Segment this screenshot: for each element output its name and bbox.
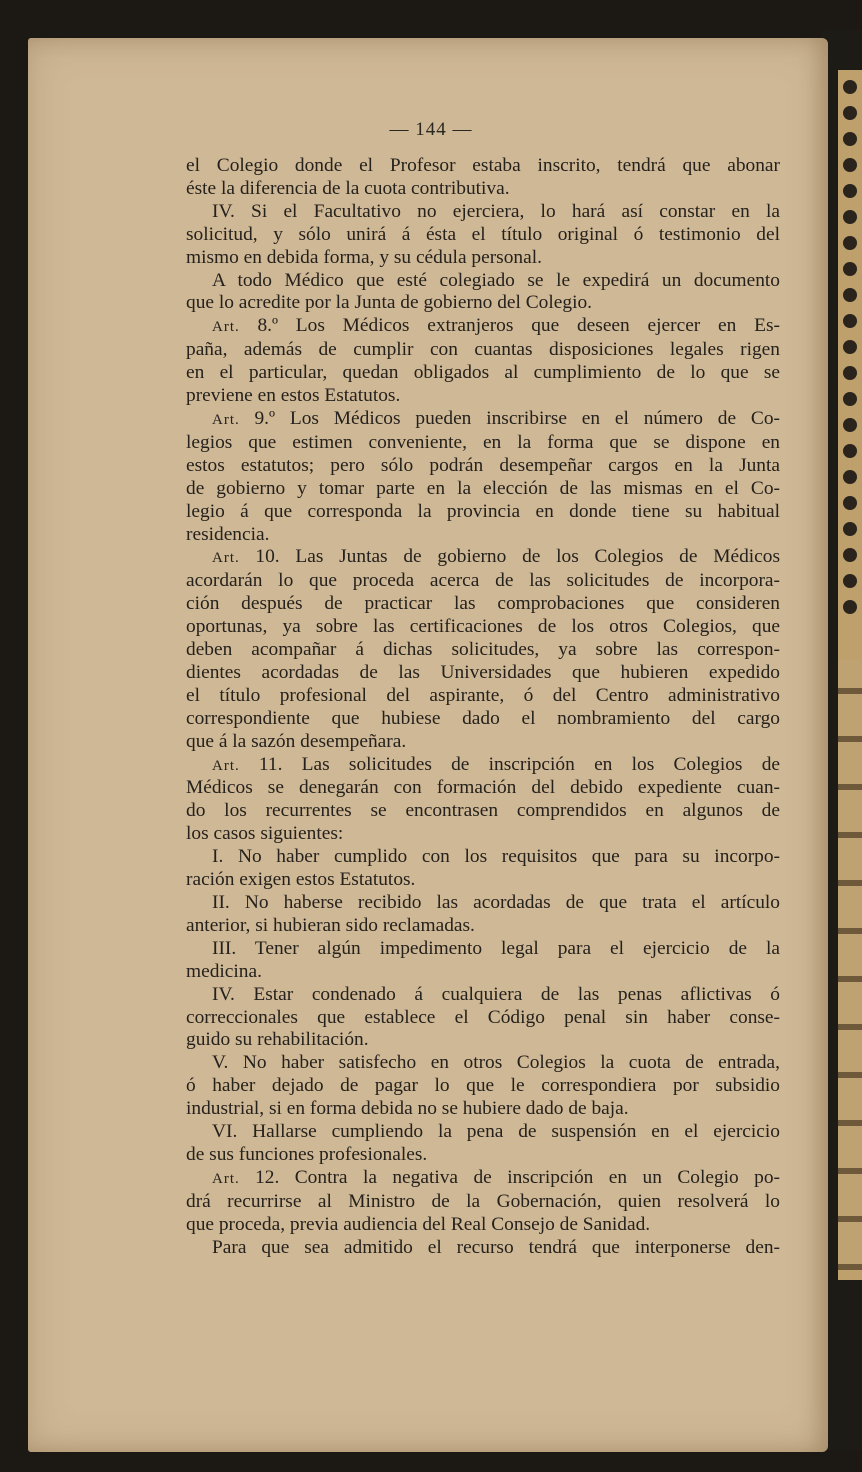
text-line — [186, 869, 780, 892]
text-line — [186, 524, 780, 547]
text-line — [186, 408, 780, 432]
line-text: en el particular, quedan obligados al cumplimiento de lo que se — [186, 362, 780, 384]
text-line — [186, 155, 780, 178]
text-line — [186, 846, 780, 869]
text-line — [186, 501, 780, 524]
text-line — [186, 938, 780, 961]
line-text: IV. Estar condenado á cualquiera de las penas aflictivas ó — [212, 983, 780, 1005]
text-line — [186, 1214, 780, 1237]
line-text: Para que sea admitido el recurso tendrá que interponerse den- — [212, 1236, 780, 1258]
line-text: legios que estimen conveniente, en la forma que se dispone en — [186, 431, 780, 453]
line-text: deben acompañar á dichas solicitudes, ya sobre las correspon- — [186, 639, 780, 661]
text-line — [186, 915, 780, 938]
text-line — [186, 823, 780, 846]
line-text: ración exigen estos Estatutos. — [186, 869, 416, 891]
line-text: industrial, si en forma debida no se hubiere dado de baja. — [186, 1098, 629, 1120]
text-line — [186, 685, 780, 708]
text-line — [186, 1075, 780, 1098]
line-text: Médicos se denegarán con formación del debido expediente cuan- — [186, 777, 780, 799]
line-text: 9.º Los Médicos pueden inscribirse en el número de Co- — [254, 407, 781, 429]
line-text: 11. Las solicitudes de inscripción en los Colegios de — [258, 753, 780, 775]
text-line — [186, 1144, 780, 1167]
article-label: Art. — [212, 319, 258, 336]
line-text: II. No haberse recibido las acordadas de que trata el artículo — [212, 892, 780, 913]
line-text: ción después de practicar las comprobaciones que consideren — [186, 593, 780, 615]
line-text: medicina. — [186, 960, 262, 982]
line-text: A todo Médico que esté colegiado se le expedirá un documento — [212, 269, 780, 291]
line-text: que proceda, previa audiencia del Real Consejo de Sanidad. — [186, 1213, 651, 1235]
text-line — [186, 593, 780, 616]
line-text: ó haber dejado de pagar lo que le correspondiera por subsidio — [186, 1075, 780, 1097]
spine-ornament — [838, 660, 862, 1270]
line-text: IV. Si el Facultativo no ejerciera, lo hará así constar en la — [212, 200, 780, 222]
text-line — [186, 339, 780, 362]
line-text: V. No haber satisfecho en otros Colegios la cuota de entrada, — [212, 1052, 780, 1074]
line-text: el Colegio donde el Profesor estaba inscrito, tendrá que abonar — [186, 155, 780, 176]
line-text: mismo en debida forma, y su cédula personal. — [186, 246, 542, 268]
text-line — [186, 961, 780, 984]
text-line — [186, 1052, 780, 1075]
text-line — [186, 1191, 780, 1214]
spine-dot-pattern — [841, 80, 859, 626]
text-line — [186, 247, 780, 270]
text-line — [186, 777, 780, 800]
text-line — [186, 546, 780, 570]
text-line — [186, 1121, 780, 1144]
line-text: 12. Contra la negativa de inscripción en un Colegio po- — [255, 1166, 780, 1188]
text-line — [186, 455, 780, 478]
text-line — [186, 201, 780, 224]
text-line — [186, 731, 780, 754]
article-label: Art. — [212, 757, 259, 774]
text-line — [186, 892, 780, 915]
text-line — [186, 224, 780, 247]
article-label: Art. — [212, 550, 256, 567]
line-text: los casos siguientes: — [186, 823, 344, 845]
text-line — [186, 639, 780, 662]
text-line — [186, 1167, 780, 1191]
text-line — [186, 1098, 780, 1121]
line-text: de gobierno y tomar parte en la elección de las mismas en el Co- — [186, 477, 780, 499]
line-text: estos estatutos; pero sólo podrán desempeñar cargos en la Junta — [186, 454, 780, 476]
article-label: Art. — [212, 411, 255, 428]
line-text: residencia. — [186, 523, 270, 545]
line-text: 10. Las Juntas de gobierno de los Colegios de Médicos — [255, 546, 781, 568]
text-line — [186, 362, 780, 385]
line-text: drá recurrirse al Ministro de la Gobernación, quien resolverá lo — [186, 1190, 780, 1212]
text-line — [186, 292, 780, 315]
body-text — [186, 155, 780, 1260]
text-line — [186, 662, 780, 685]
line-text: oportunas, ya sobre las certificaciones de los otros Colegios, que — [186, 616, 780, 638]
text-line — [186, 1237, 780, 1260]
line-text: solicitud, y sólo unirá á ésta el título original ó testimonio del — [186, 223, 780, 245]
line-text: dientes acordadas de las Universidades que hubieren expedido — [186, 661, 780, 683]
page-number: — 144 — — [389, 119, 473, 140]
line-text: correspondiente que hubiese dado el nombramiento del cargo — [186, 707, 780, 729]
line-text: acordarán lo que proceda acerca de las solicitudes de incorpora- — [186, 570, 780, 592]
line-text: de sus funciones profesionales. — [186, 1143, 428, 1165]
text-line — [186, 270, 780, 293]
text-line — [186, 385, 780, 408]
text-line — [186, 1007, 780, 1030]
line-text: legio á que corresponda la provincia en donde tiene su habitual — [186, 500, 780, 522]
article-label: Art. — [212, 1170, 256, 1187]
line-text: que á la sazón desempeñara. — [186, 730, 407, 752]
line-text: éste la diferencia de la cuota contributiva. — [186, 177, 510, 199]
text-line — [186, 800, 780, 823]
line-text: III. Tener algún impedimento legal para el ejercicio de la — [212, 937, 780, 959]
line-text: do los recurrentes se encontrasen comprendidos en algunos de — [186, 800, 780, 822]
line-text: anterior, si hubieran sido reclamadas. — [186, 914, 475, 936]
line-text: que lo acredite por la Junta de gobierno del Colegio. — [186, 292, 593, 314]
text-line — [186, 478, 780, 501]
text-line — [186, 984, 780, 1007]
line-text: guido su rehabilitación. — [186, 1029, 369, 1051]
text-line — [186, 315, 780, 339]
line-text: correccionales que establece el Código penal sin haber conse- — [186, 1006, 780, 1028]
line-text: paña, además de cumplir con cuantas disposiciones legales rigen — [186, 339, 780, 361]
text-line — [186, 754, 780, 778]
text-line — [186, 1029, 780, 1052]
line-text: 8.º Los Médicos extranjeros que deseen ejercer en Es- — [257, 315, 780, 337]
line-text: el título profesional del aspirante, ó del Centro administrativo — [186, 684, 780, 706]
line-text: I. No haber cumplido con los requisitos que para su incorpo- — [212, 846, 780, 868]
line-text: previene en estos Estatutos. — [186, 385, 401, 407]
text-line — [186, 616, 780, 639]
text-line — [186, 178, 780, 201]
text-line — [186, 432, 780, 455]
text-line — [186, 570, 780, 593]
line-text: VI. Hallarse cumpliendo la pena de suspensión en el ejercicio — [212, 1121, 780, 1143]
text-line — [186, 708, 780, 731]
